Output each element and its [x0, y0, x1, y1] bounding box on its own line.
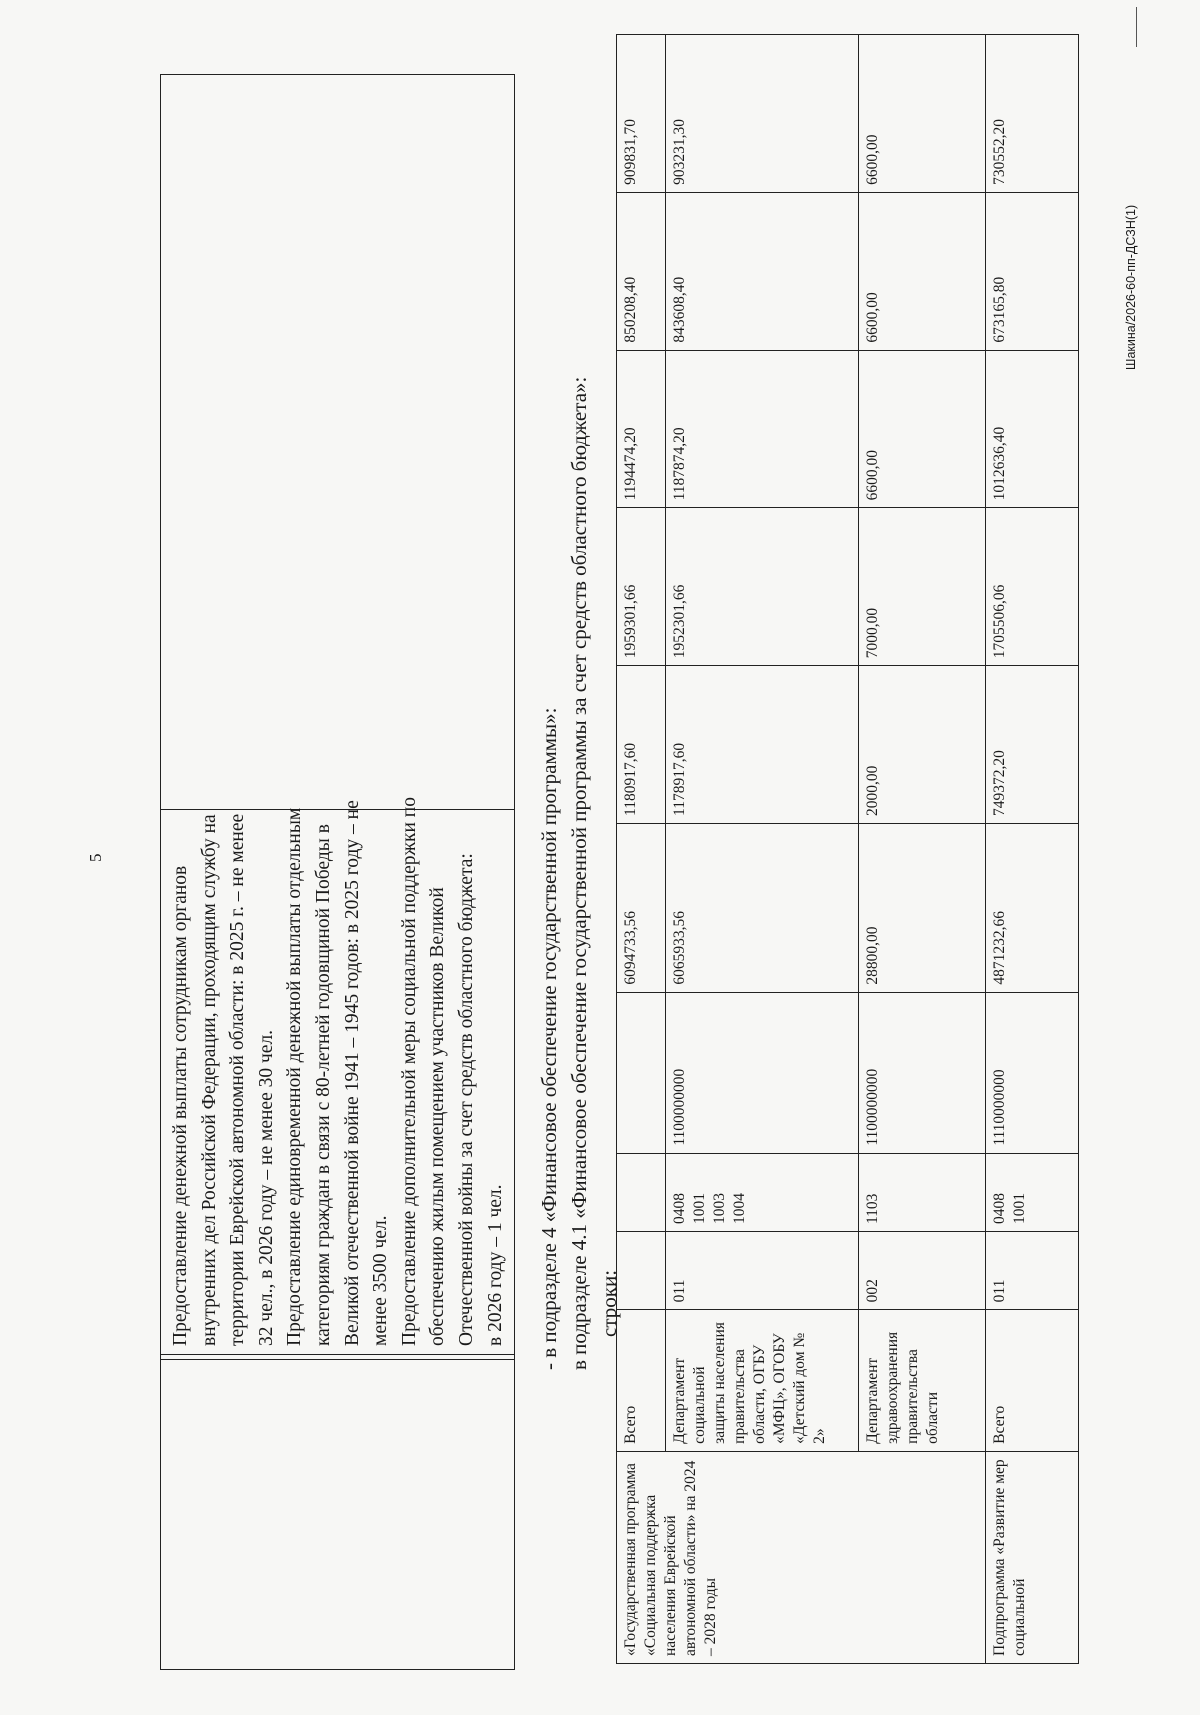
executor-cell: Всего — [617, 1310, 666, 1451]
executor-cell: Департамент здравоохранения правительства области — [859, 1310, 986, 1451]
total-cell: 28800,00 — [859, 823, 986, 992]
clause-line: строки: — [597, 1269, 621, 1337]
executor-cell: Всего — [986, 1310, 1079, 1451]
subprogram-name-cell: Подпрограмма «Развитие мер социальной — [986, 1451, 1079, 1663]
grbs-cell: 002 — [859, 1232, 986, 1310]
measures-table-empty-cell-3 — [161, 75, 515, 810]
measure-line: территории Еврейской автономной области: в 2025 г. – не менее — [227, 813, 249, 1346]
clause-line: в подразделе 4.1 «Финансовое обеспечение государственной программы за счет средств областного бюджета»: — [567, 376, 591, 1370]
year-2027-cell: 6600,00 — [859, 192, 986, 350]
measure-line: внутренних дел Российской Федерации, проходящим службу на — [198, 814, 220, 1346]
table-row — [859, 35, 986, 1664]
page-number: 5 — [86, 853, 105, 862]
grbs-cell: 011 — [986, 1232, 1079, 1310]
year-2025-cell: 1959301,66 — [617, 508, 666, 666]
clause-line: - в подразделе 4 «Финансовое обеспечение государственной программы»: — [537, 707, 561, 1370]
year-2024-cell: 1178917,60 — [666, 666, 859, 824]
rzpr-cell: 1103 — [859, 1153, 986, 1231]
measure-line: Предоставление денежной выплаты сотрудникам органов — [170, 865, 191, 1346]
year-2026-cell: 1194474,20 — [617, 350, 666, 508]
measure-line: обеспечению жилым помещением участников Великой — [427, 887, 449, 1346]
year-2027-cell: 673165,80 — [986, 192, 1079, 350]
year-2027-cell: 850208,40 — [617, 192, 666, 350]
year-2026-cell: 1012636,40 — [986, 350, 1079, 508]
measure-line: Предоставление единовременной денежной выплаты отдельным — [284, 807, 306, 1346]
rzpr-cell: 0408 1001 1003 1004 — [666, 1153, 859, 1231]
measure-line: категориям граждан в связи с 80-летней годовщиной Победы в — [312, 824, 334, 1346]
table-row — [986, 35, 1079, 1664]
year-2026-cell: 6600,00 — [859, 350, 986, 508]
csr-cell: 1100000000 — [859, 992, 986, 1153]
year-2024-cell: 1180917,60 — [617, 666, 666, 824]
measures-table-empty-cell-1 — [161, 1360, 515, 1670]
rzpr-cell: 0408 1001 — [986, 1153, 1079, 1231]
measure-line: в 2026 году – 1 чел. — [484, 1184, 506, 1346]
amendment-clauses — [534, 377, 624, 1370]
measure-line: Предоставление дополнительной меры социальной поддержки по — [398, 797, 420, 1346]
year-2026-cell: 1187874,20 — [666, 350, 859, 508]
measure-line: менее 3500 чел. — [370, 1215, 392, 1346]
measures-table-empty-cell-2 — [161, 1355, 515, 1360]
year-2028-cell: 6600,00 — [859, 35, 986, 193]
total-cell: 4871232,66 — [986, 823, 1079, 992]
table-row — [666, 35, 859, 1664]
measures-cell — [161, 797, 515, 1355]
footer-doc-code: Шакина/2026-60-пп-ДСЗН(1) — [1124, 204, 1138, 370]
measure-line: Отечественной войны за счет средств областного бюджета: — [455, 853, 477, 1346]
total-cell: 6065933,56 — [666, 823, 859, 992]
year-2028-cell: 730552,20 — [986, 35, 1079, 193]
margin-rule — [1136, 7, 1137, 47]
total-cell: 6094733,56 — [617, 823, 666, 992]
year-2028-cell: 909831,70 — [617, 35, 666, 193]
csr-cell — [617, 992, 666, 1153]
executor-cell: Департамент социальной защиты населения правительства области, ОГБУ «МФЦ», ОГОБУ «Детский дом № 2» — [666, 1310, 859, 1451]
measure-line: 32 чел., в 2026 году – не менее 30 чел. — [255, 1029, 277, 1346]
csr-cell: 1100000000 — [666, 992, 859, 1153]
year-2028-cell: 903231,30 — [666, 35, 859, 193]
year-2025-cell: 7000,00 — [859, 508, 986, 666]
csr-cell: 1110000000 — [986, 992, 1079, 1153]
year-2024-cell: 749372,20 — [986, 666, 1079, 824]
year-2025-cell: 1705506,06 — [986, 508, 1079, 666]
grbs-cell — [617, 1232, 666, 1310]
grbs-cell: 011 — [666, 1232, 859, 1310]
year-2027-cell: 843608,40 — [666, 192, 859, 350]
year-2025-cell: 1952301,66 — [666, 508, 859, 666]
table-row — [617, 35, 666, 1664]
program-name-cell: «Государственная программа «Социальная поддержка населения Еврейской автономной области» на 2024 – 2028 годы — [617, 1451, 986, 1663]
rzpr-cell — [617, 1153, 666, 1231]
measure-line: Великой отечественной войне 1941 – 1945 годов: в 2025 году – не — [341, 800, 363, 1346]
measures-table — [160, 74, 515, 1670]
year-2024-cell: 2000,00 — [859, 666, 986, 824]
finance-table — [616, 34, 1079, 1664]
